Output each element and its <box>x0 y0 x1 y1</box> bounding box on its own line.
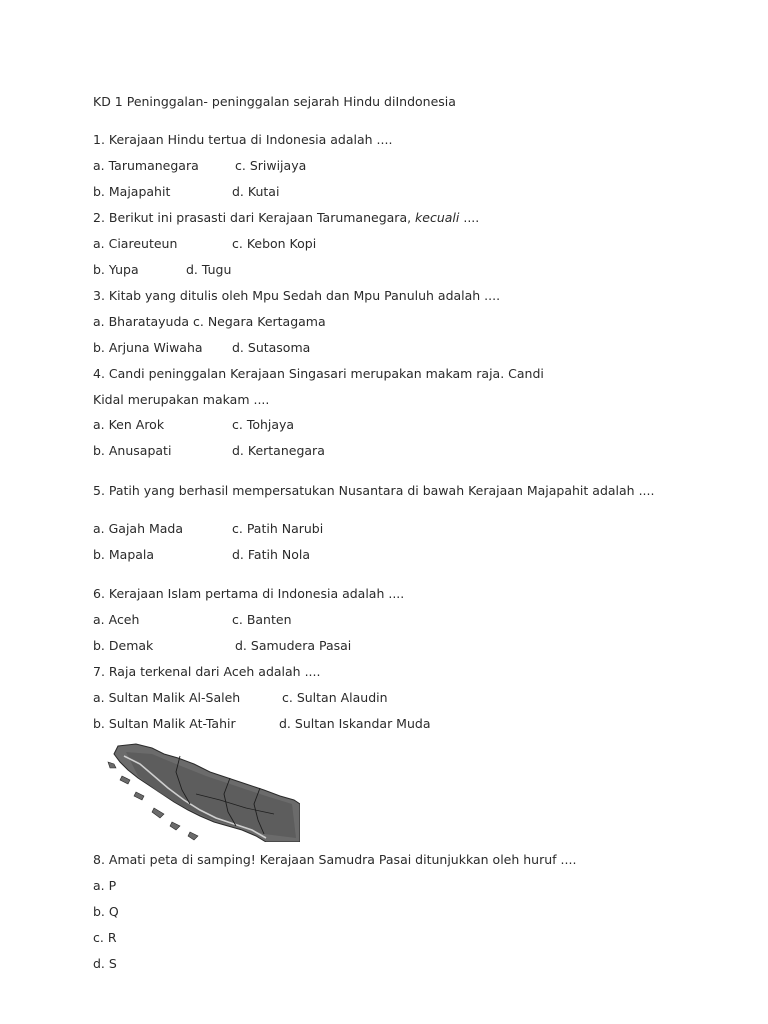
question-1-text: 1. Kerajaan Hindu tertua di Indonesia adalah .... <box>93 132 393 147</box>
q6-option-d: d. Samudera Pasai <box>235 638 352 653</box>
q2-text-main: 2. Berikut ini prasasti dari Kerajaan Tarumanegara, <box>93 210 416 225</box>
q2-option-b: b. Yupa <box>93 262 139 277</box>
q7-option-b: b. Sultan Malik At-Tahir <box>93 716 236 731</box>
q3-option-b: b. Arjuna Wiwaha <box>93 340 203 355</box>
q1-option-b: b. Majapahit <box>93 184 171 199</box>
q6-option-b: b. Demak <box>93 638 154 653</box>
question-4-text-line2: Kidal merupakan makam .... <box>93 392 270 407</box>
q5-option-b: b. Mapala <box>93 547 155 562</box>
q5-option-c: c. Patih Narubi <box>232 521 324 536</box>
question-5-text: 5. Patih yang berhasil mempersatukan Nusantara di bawah Kerajaan Majapahit adalah .... <box>93 483 655 498</box>
question-8-text: 8. Amati peta di samping! Kerajaan Samudra Pasai ditunjukkan oleh huruf .... <box>93 852 577 867</box>
q8-option-b: b. Q <box>93 904 119 919</box>
q2-option-a: a. Ciareuteun <box>93 236 178 251</box>
q4-option-c: c. Tohjaya <box>232 417 295 432</box>
question-2-text <box>93 210 479 226</box>
q3-option-a-c: a. Bharatayuda c. Negara Kertagama <box>93 314 326 329</box>
q8-option-c: c. R <box>93 930 117 945</box>
q4-option-b: b. Anusapati <box>93 443 172 458</box>
q5-option-d: d. Fatih Nola <box>232 547 310 562</box>
question-3-text: 3. Kitab yang ditulis oleh Mpu Sedah dan Mpu Panuluh adalah .... <box>93 288 501 303</box>
sumatra-map-image <box>96 742 300 842</box>
question-7-text: 7. Raja terkenal dari Aceh adalah .... <box>93 664 321 679</box>
q7-option-c: c. Sultan Alaudin <box>282 690 388 705</box>
q1-option-c: c. Sriwijaya <box>235 158 307 173</box>
q1-option-d: d. Kutai <box>232 184 280 199</box>
q6-option-c: c. Banten <box>232 612 292 627</box>
worksheet-heading: KD 1 Peninggalan- peninggalan sejarah Hindu diIndonesia <box>93 94 456 109</box>
q8-option-a: a. P <box>93 878 117 893</box>
q2-text-tail: .... <box>459 210 480 225</box>
question-4-text-line1: 4. Candi peninggalan Kerajaan Singasari merupakan makam raja. Candi <box>93 366 544 381</box>
q2-option-d: d. Tugu <box>186 262 232 277</box>
q3-option-d: d. Sutasoma <box>232 340 311 355</box>
q4-option-a: a. Ken Arok <box>93 417 165 432</box>
q5-option-a: a. Gajah Mada <box>93 521 184 536</box>
q6-option-a: a. Aceh <box>93 612 140 627</box>
q2-option-c: c. Kebon Kopi <box>232 236 317 251</box>
question-6-text: 6. Kerajaan Islam pertama di Indonesia adalah .... <box>93 586 405 601</box>
q2-text-italic: kecuali <box>415 210 460 225</box>
q4-option-d: d. Kertanegara <box>232 443 325 458</box>
q8-option-d: d. S <box>93 956 117 971</box>
q7-option-a: a. Sultan Malik Al-Saleh <box>93 690 241 705</box>
q7-option-d: d. Sultan Iskandar Muda <box>279 716 431 731</box>
q1-option-a: a. Tarumanegara <box>93 158 199 173</box>
